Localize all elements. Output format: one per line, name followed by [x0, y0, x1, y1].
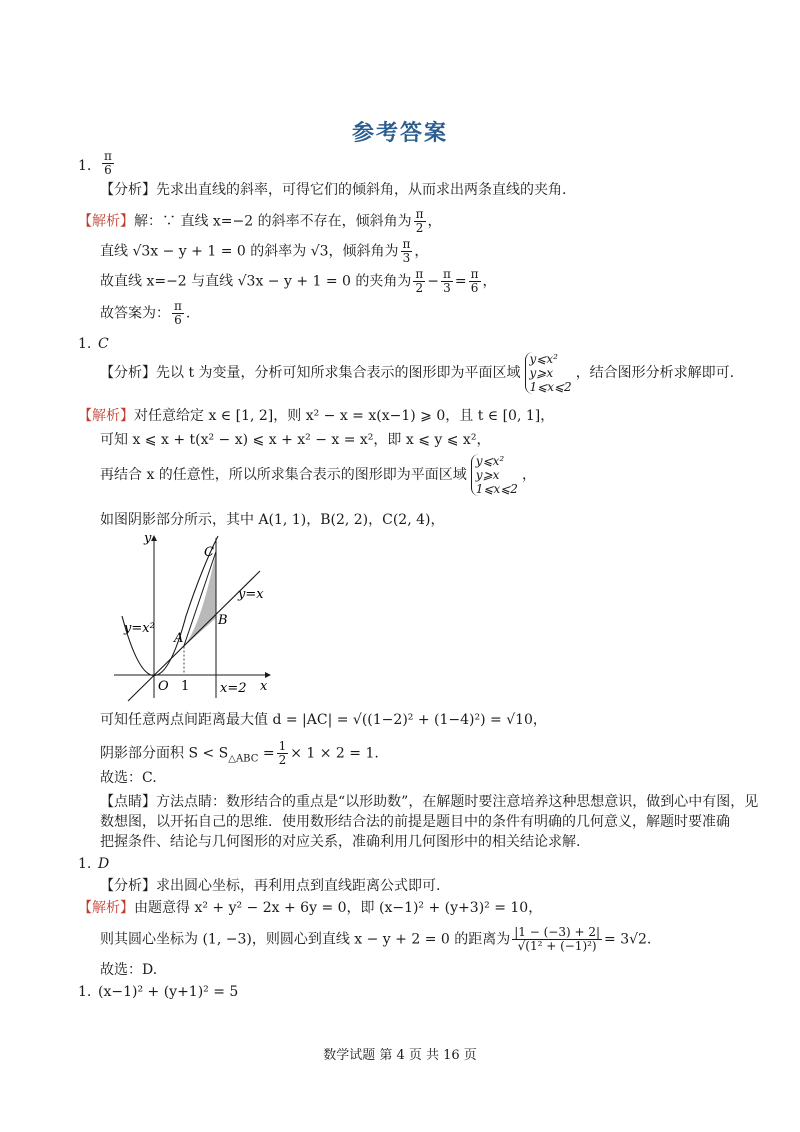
q3-s2-text: 则其圆心坐标为 (1, −3)，则圆心到直线 x − y + 2 = 0 的距离为 [100, 931, 511, 948]
q3-answer: D [98, 856, 110, 872]
q1-s3-f1-num: π [415, 267, 424, 281]
q1-jiexi-tag: 【解析】 [78, 213, 134, 230]
q3-solution-line1 [78, 898, 542, 918]
q2-dianjing-line1: 【点睛】方法点睛：数形结合的重点是“以形助数”，在解题时要注意培养这种思想意识，做到心中有图，见 [100, 794, 759, 810]
q2-sys2-row2: y⩾x [475, 468, 500, 482]
q1-s2-end: ， [414, 243, 429, 260]
q2-s3-text: 再结合 x 的任意性，所以所求集合表示的图形即为平面区域 [100, 467, 467, 483]
q1-solution-line2 [100, 238, 428, 265]
q1-answer [100, 150, 116, 177]
q1-answer-num: π [104, 149, 112, 163]
q2-sys1-row1: y⩽x² [529, 352, 558, 366]
q2-s1-text: 对任意给定 x ∈ [1, 2]，则 x² − x = x(x−1) ⩾ 0，且 t ∈ [0, 1]， [134, 408, 555, 424]
q2-system-2 [471, 454, 518, 496]
q1-s2-text: 直线 √3x − y + 1 = 0 的斜率为 √3，倾斜角为 [100, 243, 399, 260]
q2-system-1 [525, 352, 572, 394]
q1-s4-den: 6 [174, 313, 182, 327]
x-axis-label: x [260, 679, 268, 694]
q2-sys2-row3: 1⩽x⩽2 [475, 482, 518, 496]
origin-label: O [158, 679, 169, 694]
q1-s3-eq: = [454, 273, 467, 290]
q1-s1-text: 解：∵ 直线 x=−2 的斜率不存在，倾斜角为 [134, 213, 412, 230]
q2-s6-end: × 1 × 2 = 1. [290, 745, 379, 762]
q2-solution-line1 [78, 406, 554, 426]
point-a-label: A [174, 631, 184, 646]
q1-s3-f3-den: 6 [470, 281, 479, 295]
q2-number: 1. [78, 336, 92, 352]
q1-solution-line3 [100, 268, 497, 295]
q2-dianjing-line2: 数想图，以开拓自己的思维．使用数形结合法的前提是题目中的条件有明确的几何意义，解题时要准确 [100, 814, 730, 830]
y-axis-label: y [144, 531, 152, 546]
q2-solution-line6 [100, 740, 379, 769]
q1-s1-num: π [415, 207, 424, 221]
q1-s2-den: 3 [402, 251, 411, 265]
point-c-label: C [204, 545, 214, 560]
q2-conclusion: 故选：C. [100, 770, 157, 786]
q1-s3-end: ， [482, 273, 497, 290]
q2-s6-eq: = [258, 745, 275, 762]
q3-conclusion: 故选：D. [100, 962, 158, 978]
q2-s6-text: 阴影部分面积 S < S [100, 745, 229, 762]
q2-jiexi-tag: 【解析】 [78, 408, 134, 424]
q1-s3-f2-den: 3 [443, 281, 451, 295]
q2-s3-end: ， [521, 467, 536, 483]
q3-s2-den: √(1² + (−1)²) [517, 939, 597, 953]
page-title: 参考答案 [351, 120, 448, 146]
q3-solution-line2 [100, 926, 651, 953]
q1-s4-end: . [185, 305, 191, 322]
q2-s6-num: 1 [278, 739, 287, 753]
q1-s3-minus: − [427, 273, 440, 290]
q2-answer: C [98, 336, 109, 352]
curve-label: y=x² [124, 621, 155, 636]
q2-s6-den: 2 [278, 753, 287, 767]
q1-s3-f1-den: 2 [415, 281, 424, 295]
q1-number: 1. [78, 158, 92, 174]
q1-s3-f3-num: π [470, 267, 479, 281]
q3-s2-num: |1 − (−3) + 2| [514, 925, 601, 939]
q3-analysis: 【分析】求出圆心坐标，再利用点到直线距离公式即可. [100, 878, 441, 894]
tick-one-label: 1 [181, 679, 190, 694]
q2-analysis-end: ，结合图形分析求解即可. [575, 365, 735, 381]
point-b-label: B [218, 613, 228, 628]
q2-solution-line5: 可知任意两点间距离最大值 d = |AC| = √((1−2)² + (1−4)²) = √10， [100, 712, 547, 728]
line-label: y=x [238, 587, 264, 602]
q4-number: 1. [78, 984, 92, 1000]
q2-analysis [100, 352, 734, 394]
q2-s6-sub: △ABC [228, 753, 259, 765]
q2-dianjing-line3: 把握条件、结论与几何图形的对应关系，准确利用几何图形中的相关结论求解. [100, 834, 581, 850]
q2-sys1-row3: 1⩽x⩽2 [529, 380, 572, 394]
q1-s1-end: ， [427, 213, 442, 230]
region-figure [110, 530, 280, 702]
q3-s1-text: 由题意得 x² + y² − 2x + 6y = 0，即 (x−1)² + (y+3)² = 10， [134, 900, 543, 916]
q2-solution-line2: 可知 x ⩽ x + t(x² − x) ⩽ x + x² − x = x²，即 x ⩽ y ⩽ x²， [100, 432, 491, 448]
q3-s2-end: = 3√2. [604, 931, 652, 948]
q1-s4-text: 故答案为： [100, 305, 170, 322]
q2-sys1-row2: y⩾x [529, 366, 554, 380]
q1-s1-den: 2 [415, 221, 424, 235]
q2-solution-line3 [100, 454, 536, 496]
vline-label: x=2 [220, 681, 247, 696]
page-footer: 数学试题 第 4 页 共 16 页 [323, 1048, 477, 1063]
q1-s3-f2-num: π [443, 267, 451, 281]
q1-answer-den: 6 [104, 163, 112, 177]
q2-solution-line4: 如图阴影部分所示，其中 A(1, 1)，B(2, 2)，C(2, 4)， [100, 512, 445, 528]
q1-solution-line4 [100, 300, 190, 327]
q1-s4-num: π [174, 299, 182, 313]
q3-number: 1. [78, 856, 92, 872]
q4-answer: (x−1)² + (y+1)² = 5 [98, 984, 239, 1000]
q2-sys2-row1: y⩽x² [475, 454, 505, 468]
q1-solution-line1 [78, 208, 442, 235]
q1-analysis: 【分析】先求出直线的斜率，可得它们的倾斜角，从而求出两条直线的夹角. [100, 182, 567, 198]
q3-jiexi-tag: 【解析】 [78, 900, 134, 916]
q1-s3-text: 故直线 x=−2 与直线 √3x − y + 1 = 0 的夹角为 [100, 273, 412, 290]
q2-analysis-text: 【分析】先以 t 为变量，分析可知所求集合表示的图形即为平面区域 [100, 365, 521, 381]
q1-s2-num: π [402, 237, 411, 251]
